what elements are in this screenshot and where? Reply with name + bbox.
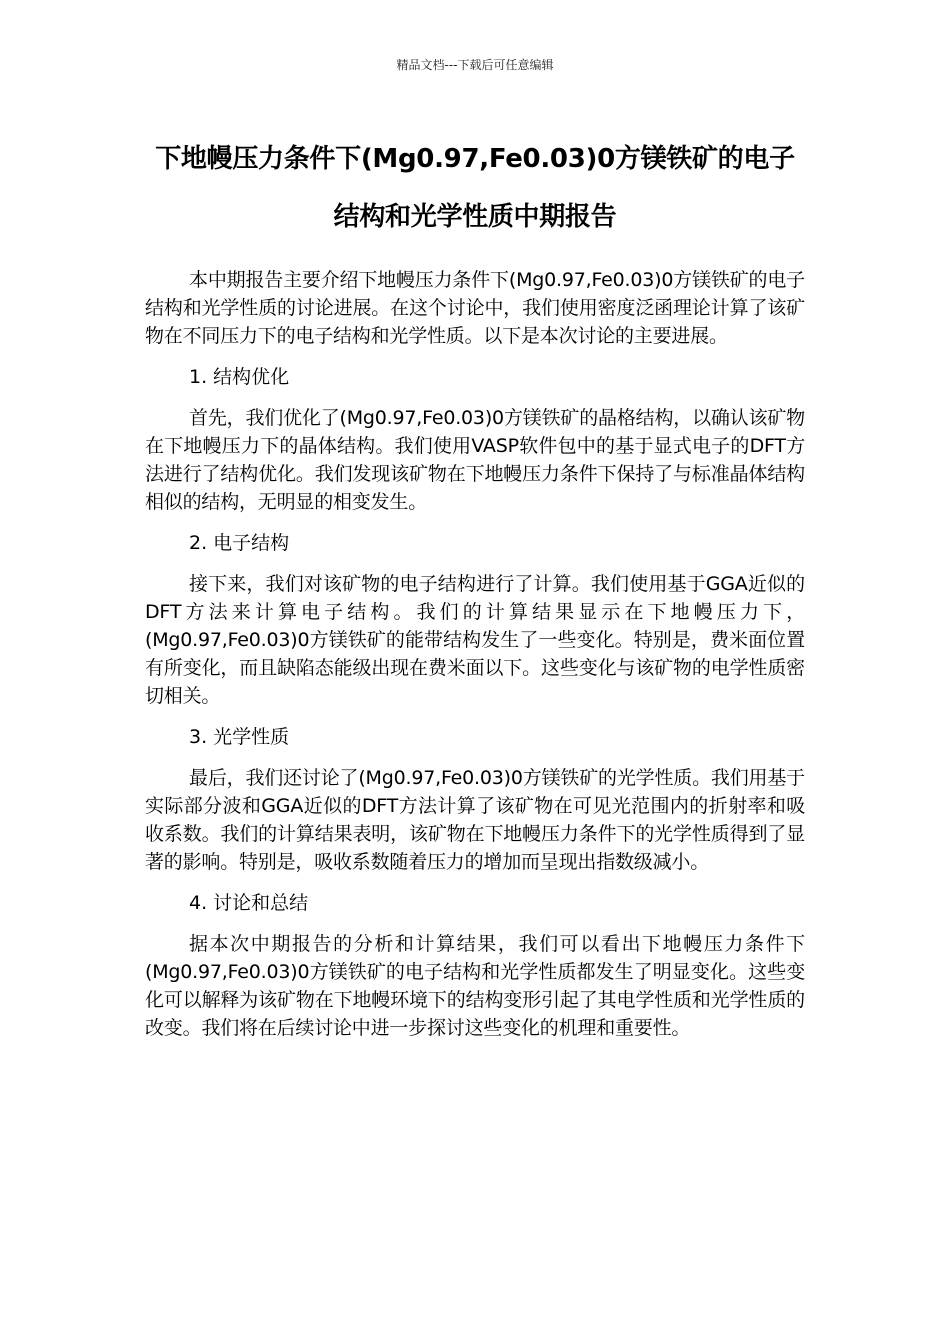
section-paragraph-discussion-summary: 据本次中期报告的分析和计算结果，我们可以看出下地幔压力条件下(Mg0.97,Fe0.03)0方镁铁矿的电子结构和光学性质都发生了明显变化。这些变化可以解释为该矿物在下地幔环境下的结构变形引起了其电学性质和光学性质的改变。我们将在后续讨论中进一步探讨这些变化的机理和重要性。 <box>145 933 805 1039</box>
section-heading-structure-optimization: 1. 结构优化 <box>189 366 290 388</box>
section-heading-optical-properties: 3. 光学性质 <box>189 726 290 748</box>
section-paragraph-optical-properties: 最后，我们还讨论了(Mg0.97,Fe0.03)0方镁铁矿的光学性质。我们用基于实际部分波和GGA近似的DFT方法计算了该矿物在可见光范围内的折射率和吸收系数。我们的计算结果表明，该矿物在下地幔压力条件下的光学性质得到了显著的影响。特别是，吸收系数随着压力的增加而呈现出指数级减小。 <box>145 767 805 873</box>
document-body <box>145 266 805 1055</box>
page-header-note: 精品文档---下载后可任意编辑 <box>396 58 554 72</box>
document-title: 下地幔压力条件下(Mg0.97,Fe0.03)0方镁铁矿的电子结构和光学性质中期报告 <box>155 144 795 232</box>
section-paragraph-structure-optimization: 首先，我们优化了(Mg0.97,Fe0.03)0方镁铁矿的晶格结构，以确认该矿物在下地幔压力下的晶体结构。我们使用VASP软件包中的基于显式电子的DFT方法进行了结构优化。我们发现该矿物在下地幔压力条件下保持了与标准晶体结构相似的结构，无明显的相变发生。 <box>145 407 805 513</box>
section-heading-discussion-summary: 4. 讨论和总结 <box>189 892 309 914</box>
intro-paragraph: 本中期报告主要介绍下地幔压力条件下(Mg0.97,Fe0.03)0方镁铁矿的电子结构和光学性质的讨论进展。在这个讨论中，我们使用密度泛函理论计算了该矿物在不同压力下的电子结构和光学性质。以下是本次讨论的主要进展。 <box>145 269 805 347</box>
section-heading-electronic-structure: 2. 电子结构 <box>189 532 290 554</box>
section-paragraph-electronic-structure: 接下来，我们对该矿物的电子结构进行了计算。我们使用基于GGA近似的DFT方法来计算电子结构。我们的计算结果显示在下地幔压力下，(Mg0.97,Fe0.03)0方镁铁矿的能带结构发生了一些变化。特别是，费米面位置有所变化，而且缺陷态能级出现在费米面以下。这些变化与该矿物的电学性质密切相关。 <box>145 573 805 707</box>
